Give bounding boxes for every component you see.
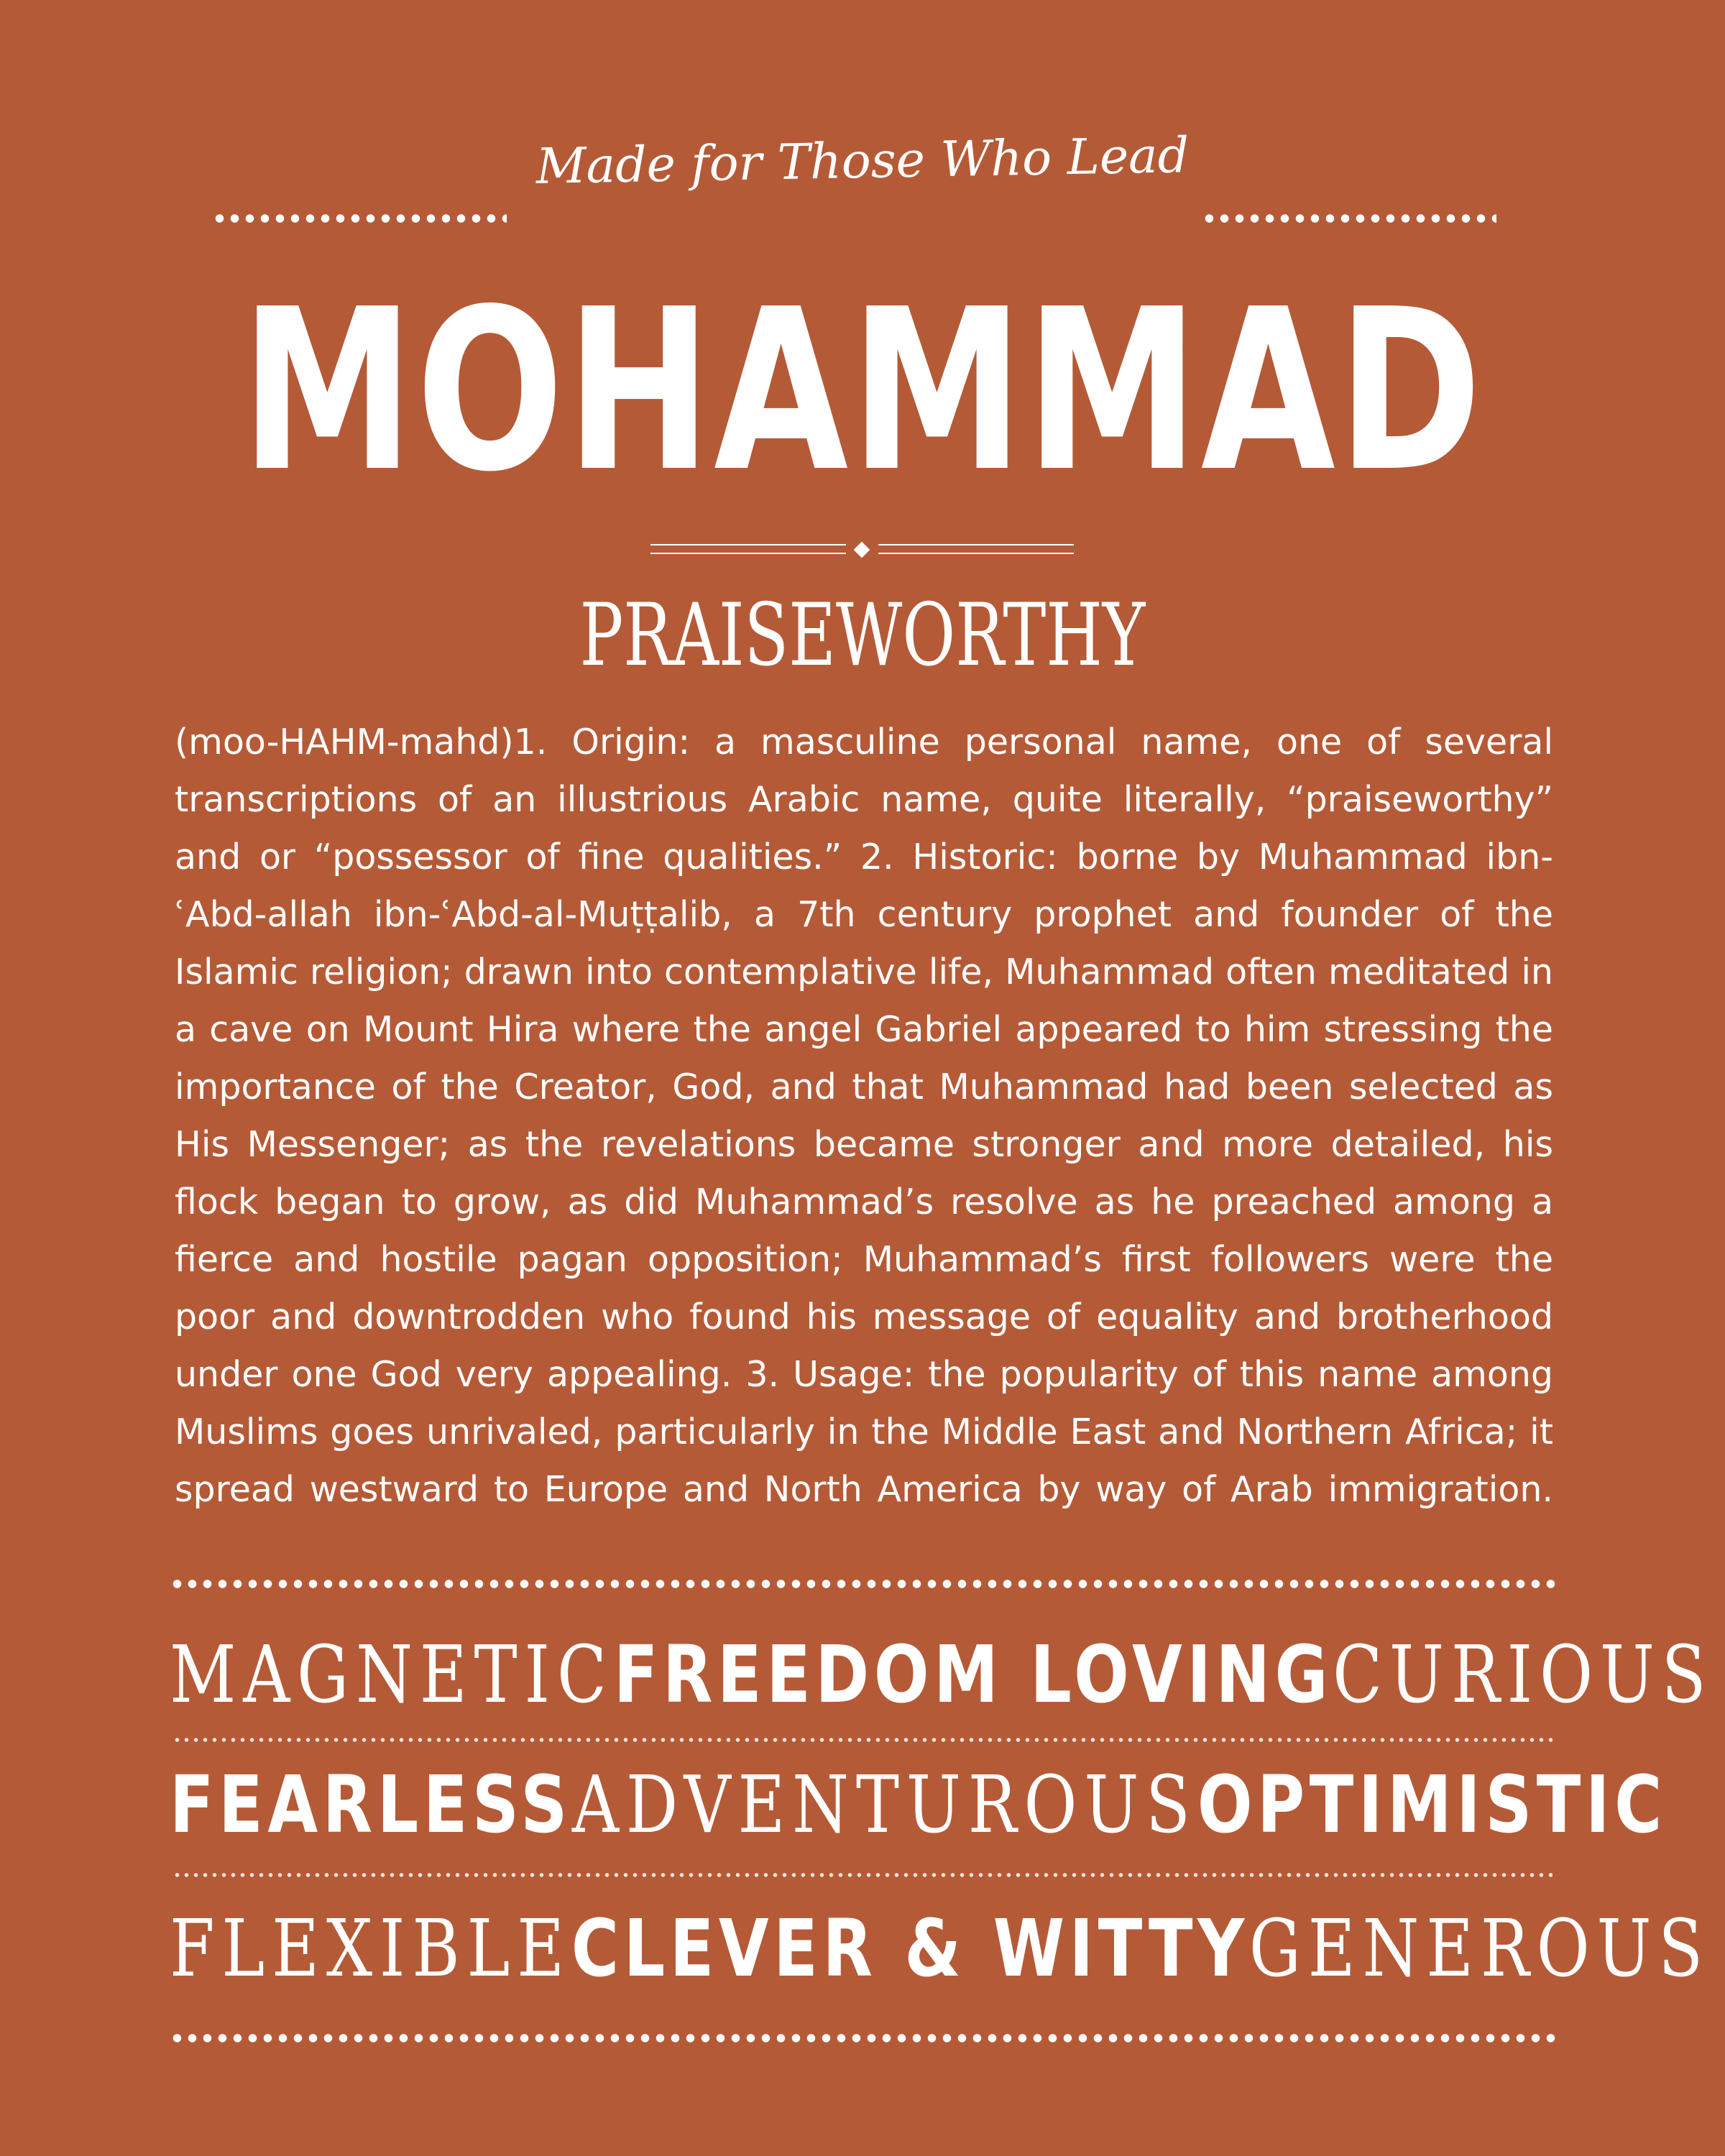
trait-word: FEARLESS — [170, 1759, 572, 1851]
trait-word: FREEDOM LOVING — [613, 1628, 1333, 1720]
divider-rule-right-bottom — [878, 553, 1074, 554]
name-meaning: PRAISEWORTHY — [579, 586, 1146, 686]
header-dots-left — [212, 214, 507, 223]
trait-word: GENEROUS — [1248, 1902, 1710, 1994]
definition-text: (moo-HAHM-mahd)1. Origin: a masculine personal name, one of several transcriptions of an illustrious Arabic name, quite literally, “praiseworthy” and or “possessor of fine qualities.” 2. Historic: borne by Muhammad ibn-ʿAbd-allah ibn-ʿAbd-al-Muṭṭalib, a 7th century prophet and founder of the Islamic religion; drawn into contemplative life, Muhammad often meditated in a cave on Mount Hira where the angel Gabriel appeared to him stressing the importance of the Creator, God, and that Muhammad had been selected as His Messenger; as the revelations became stronger and more detailed, his flock began to grow, as did Muhammad’s resolve as he preached among a fierce and hostile pagan opposition; Muhammad’s first followers were the poor and downtrodden who found his message of equality and brotherhood under one God very appealing. 3. Usage: the popularity of this name among Muslims goes unrivaled, particularly in the Middle East and Northern Africa; it spread westward to Europe and North America by way of Arab immigration. — [175, 722, 1553, 1510]
traits-row-3 — [170, 1902, 1710, 1995]
trait-word: ADVENTUROUS — [571, 1759, 1197, 1851]
traits-separator-2 — [172, 1873, 1552, 1877]
divider-rule-right-top — [878, 544, 1074, 545]
traits-top-dots — [170, 1580, 1558, 1588]
traits-row-1 — [170, 1628, 1714, 1721]
trait-word: MAGNETIC — [170, 1628, 614, 1720]
traits-bottom-dots — [170, 2034, 1558, 2042]
trait-word: FLEXIBLE — [170, 1902, 571, 1994]
tagline: Made for Those Who Lead — [535, 127, 1190, 195]
traits-row-2 — [170, 1758, 1667, 1851]
traits-separator-1 — [172, 1738, 1552, 1742]
trait-word: OPTIMISTIC — [1197, 1759, 1667, 1851]
trait-word: CURIOUS — [1333, 1628, 1714, 1720]
name-title: MOHAMMAD — [241, 262, 1484, 521]
divider-rule-left-top — [650, 544, 846, 545]
trait-word: CLEVER & WITTY — [571, 1902, 1249, 1994]
header-dots-right — [1202, 214, 1496, 223]
divider-diamond-icon — [854, 542, 870, 558]
divider-rule-left-bottom — [650, 553, 846, 554]
